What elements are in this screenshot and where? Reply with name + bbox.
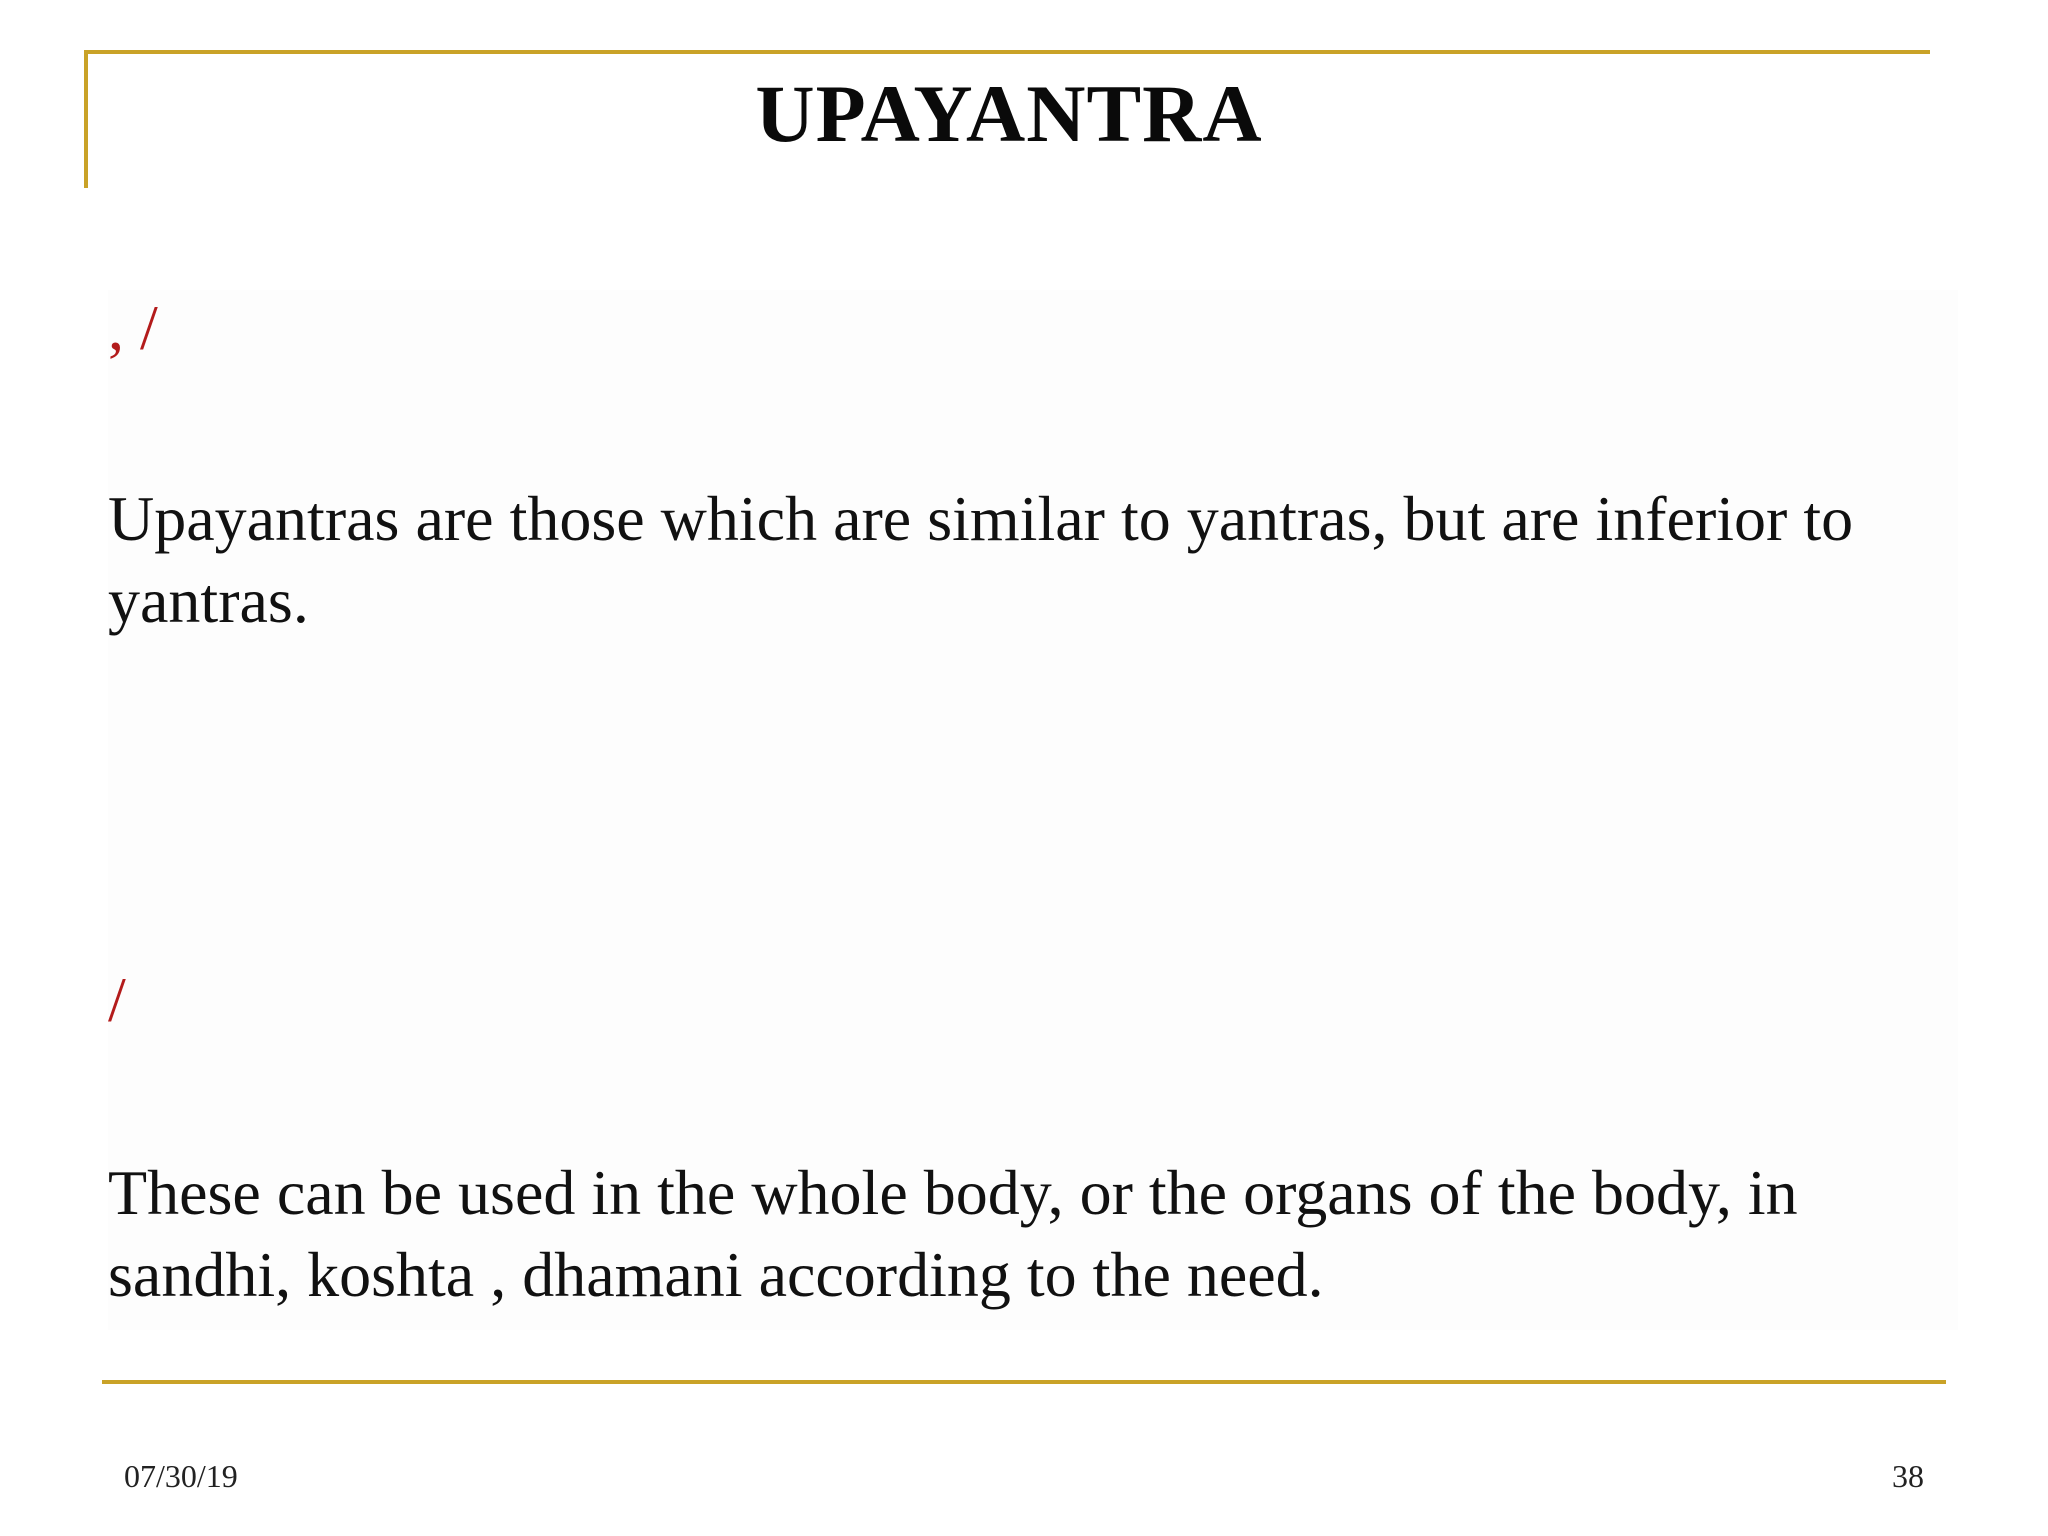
red-mark-1: , / bbox=[108, 292, 158, 363]
paragraph-2: These can be used in the whole body, or the organs of the body, in sandhi, koshta , dhamani according to the need. bbox=[108, 1157, 1798, 1310]
title-frame-top-rule bbox=[84, 50, 1930, 54]
red-mark-2: / bbox=[108, 964, 126, 1035]
footer-date: 07/30/19 bbox=[124, 1458, 238, 1494]
footer-rule bbox=[102, 1380, 1946, 1384]
slide-title: UPAYANTRA bbox=[755, 68, 1263, 159]
paragraph-1: Upayantras are those which are similar to yantras, but are inferior to yantras. bbox=[108, 483, 1854, 636]
page-number: 38 bbox=[1892, 1458, 1924, 1494]
